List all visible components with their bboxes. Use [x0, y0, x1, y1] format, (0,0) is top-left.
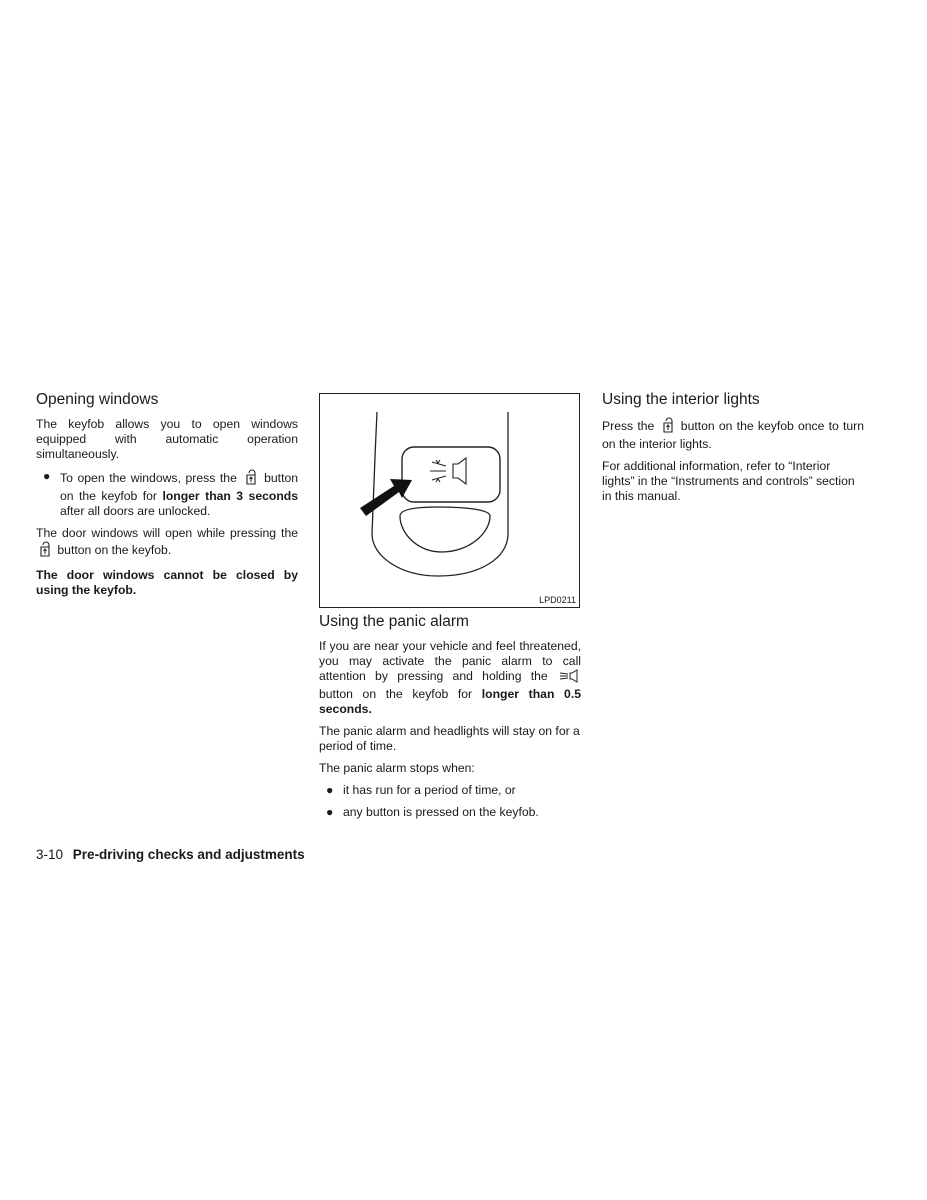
- panic-horn-icon: [430, 458, 466, 484]
- interior-lights-reference: For additional information, refer to “Interior lights” in the “Instruments and controls” section in this manual.: [602, 459, 855, 503]
- heading-panic-alarm: Using the panic alarm: [319, 613, 469, 630]
- panic-alarm-duration: The panic alarm and headlights will stay on for a period of time.: [319, 724, 580, 753]
- panic-button-shape: [402, 447, 500, 502]
- door-windows-open-text: The door windows will open while pressing the button on the keyfob.: [36, 526, 298, 561]
- window-key-icon: [244, 469, 258, 489]
- left-column: [36, 391, 298, 605]
- middle-column: [319, 613, 581, 827]
- panic-alarm-stops: The panic alarm stops when:: [319, 761, 475, 775]
- panic-icon: [559, 669, 579, 687]
- window-key-icon: [38, 541, 52, 561]
- keyfob-figure: [319, 393, 580, 608]
- keyfob-illustration: [320, 394, 579, 607]
- list-item: ● To open the windows, press the button on the keyfob for longer than 3 seconds after all doors are unlocked.: [43, 469, 299, 518]
- bullet-dot: ●: [43, 469, 51, 483]
- bullet-dot: ●: [326, 783, 334, 797]
- interior-lights-text: Press the button on the keyfob once to turn on the interior lights.: [602, 419, 865, 451]
- section-title: Pre-driving checks and adjustments: [72, 847, 305, 862]
- heading-interior-lights: Using the interior lights: [602, 391, 760, 408]
- figure-code: LPD0211: [539, 595, 576, 605]
- list-item: ● any button is pressed on the keyfob.: [326, 805, 539, 819]
- heading-opening-windows: Opening windows: [36, 391, 159, 408]
- page-number: 3-10: [36, 847, 64, 862]
- list-item: ● it has run for a period of time, or: [326, 783, 516, 797]
- page-footer: [36, 847, 305, 862]
- window-key-icon: [661, 417, 675, 437]
- panic-alarm-intro: If you are near your vehicle and feel threatened, you may activate the panic alarm to call attention by pressing and holding the button on the keyfob for longer than 0.5 seconds.: [319, 639, 581, 716]
- opening-windows-intro: The keyfob allows you to open windows equipped with automatic operation simultaneously.: [36, 417, 298, 461]
- warning-text: The door windows cannot be closed by using the keyfob.: [36, 568, 298, 597]
- bullet-dot: ●: [326, 805, 334, 819]
- right-column: [602, 391, 864, 511]
